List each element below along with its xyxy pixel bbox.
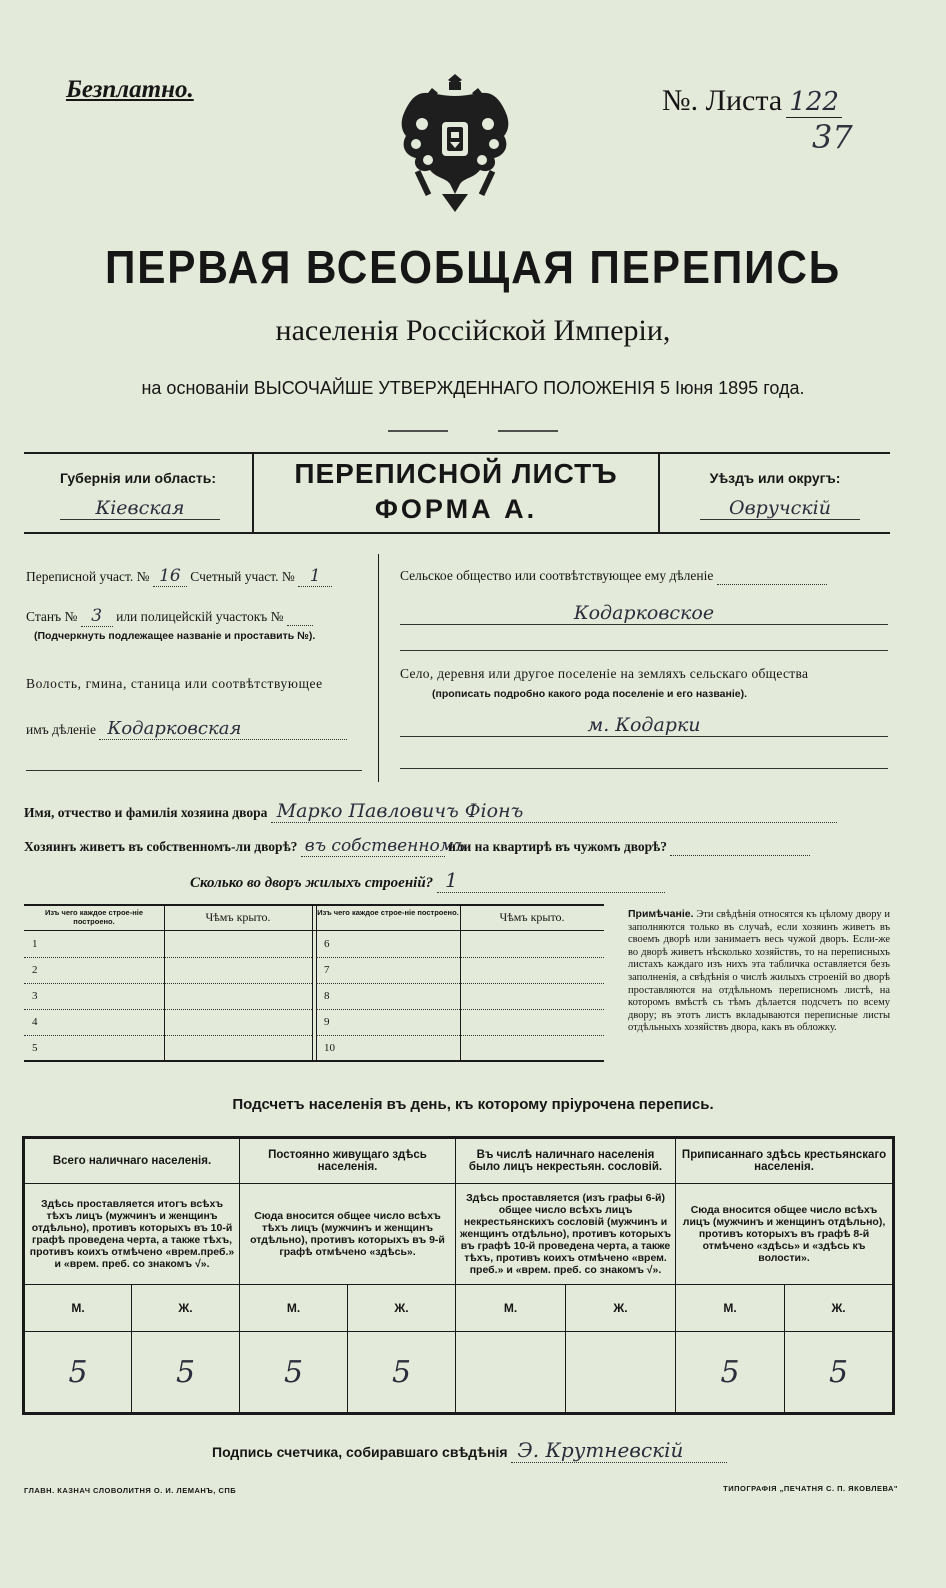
census-section-row	[26, 566, 362, 587]
society-value: Кодарковское	[400, 602, 888, 625]
roof-header-right: Чѣмъ крыто.	[499, 910, 565, 924]
table-row: 6	[316, 932, 604, 958]
police-note: (Подчеркнуть подлежащее названіе и проставить №).	[34, 630, 316, 642]
census-section-label: Переписной участ. №	[26, 569, 150, 584]
table-row: 9	[316, 1010, 604, 1036]
sheet-number-handwritten: 37	[812, 118, 853, 156]
note-title: Примѣчаніе.	[628, 908, 694, 920]
note-text: Эти свѣдѣнія относятся къ цѣлому двору и заполняются только въ случаѣ, если хозяинъ живетъ въ своемъ дворѣ или занимаетъ весь чужой дворъ. Если-же во дворѣ живетъ нѣсколько хозяйствъ, то на переписныхъ листахъ каждаго изъ нихъ эта табличка оставляется безъ заполненія, а свѣдѣнія о числѣ жилыхъ строеній во дворѣ проставляются на отдѣльномъ переписномъ листѣ, на которомъ вмѣстѣ съ тѣмъ дѣлается подсчетъ по всему двору; въ этотъ листъ вкладываются переписные листы отдѣльныхъ хозяйствъ двора, какъ въ обложку.	[628, 909, 891, 1034]
census-legal-basis: на основаніи ВЫСОЧАЙШЕ УТВЕРЖДЕННАГО ПОЛОЖЕНІЯ 5 Іюня 1895 года.	[141, 378, 805, 398]
signature-label: Подпись счетчика, собиравшаго свѣдѣнія	[212, 1444, 508, 1460]
table-row: 4	[24, 1010, 312, 1036]
owner-lives-label: Хозяинъ живетъ въ собственномъ-ли дворѣ?	[24, 839, 298, 854]
buildings-note	[628, 908, 890, 1035]
village-blank-line	[400, 768, 888, 769]
buildings-rows-left	[24, 932, 312, 1061]
count-header-total: Всего наличнаго населенія.	[24, 1138, 240, 1184]
society-row	[400, 568, 888, 585]
counting-section-value: 1	[298, 566, 332, 587]
division-row	[26, 718, 362, 740]
buildings-table	[24, 904, 604, 1062]
buildings-count-row	[190, 868, 710, 893]
table-row: 7	[316, 958, 604, 984]
count-title: Подсчетъ населенія въ день, къ которому пріурочена перепись.	[232, 1096, 714, 1113]
free-label: Безплатно.	[66, 76, 194, 103]
footer-right-imprint: ТИПОГРАФІЯ „ПЕЧАТНЯ С. П. ЯКОВЛЕВА"	[723, 1484, 898, 1493]
census-subtitle: населенія Россійской Имперіи,	[275, 314, 671, 347]
count-permanent-female: 5	[348, 1332, 456, 1414]
buildings-rows-right	[316, 932, 604, 1061]
count-female-label: Ж.	[348, 1285, 456, 1332]
table-row: 10	[324, 1042, 335, 1054]
society-blank-line	[400, 650, 888, 651]
table-row: 2	[24, 958, 312, 984]
province-value: Кіевская	[60, 497, 220, 520]
buildings-count-value: 1	[437, 868, 665, 893]
ornament-divider-icon	[388, 424, 558, 438]
province-label: Губернія или область:	[59, 470, 217, 486]
count-desc-registered-peasant: Сюда вносится общее число всѣхъ лицъ (мужчинъ и женщинъ отдѣльно), противъ которыхъ въ графѣ 8-й отмѣчено «здѣсь» и «здѣсь къ волости».	[676, 1184, 894, 1285]
fields-divider	[378, 554, 379, 782]
count-permanent-male: 5	[240, 1332, 348, 1414]
form-name: ФОРМА А.	[374, 494, 538, 524]
police-label: или полицейскій участокъ №	[116, 609, 284, 624]
count-total-male: 5	[24, 1332, 132, 1414]
table-row: 1	[24, 932, 312, 958]
form-header-right-divider	[658, 452, 660, 534]
table-row: 8	[316, 984, 604, 1010]
sheet-number-label: №. Листа	[662, 84, 783, 117]
count-registered-female: 5	[785, 1332, 894, 1414]
count-desc-permanent: Сюда вносится общее число всѣхъ тѣхъ лицъ (мужчинъ и женщинъ отдѣльно), противъ которыхъ въ 9-й графѣ отмѣчено «здѣсь».	[240, 1184, 456, 1285]
count-male-label: М.	[24, 1285, 132, 1332]
village-value: м. Кодарки	[400, 714, 888, 737]
owner-name-label: Имя, отчество и фамилія хозяина двора	[24, 805, 268, 820]
double-headed-eagle-emblem-icon	[392, 66, 518, 216]
table-row: 5	[32, 1042, 38, 1054]
count-desc-total: Здѣсь проставляется итогъ всѣхъ тѣхъ лицъ (мужчинъ и женщинъ отдѣльно), противъ которыхъ въ 10-й графѣ проведена черта, а также тѣхъ, противъ коихъ отмѣчено «врем.преб.» и «врем. преб. со знакомъ √».	[24, 1184, 240, 1285]
apartment-label: или на квартирѣ въ чужомъ дворѣ?	[448, 839, 668, 854]
sheet-number-field	[662, 84, 842, 118]
material-header-right: Изъ чего каждое строе-ніе построено.	[317, 908, 459, 917]
buildings-count-label: Сколько во дворъ жилыхъ строеній?	[190, 875, 434, 891]
count-header-permanent: Постоянно живущаго здѣсь населенія.	[240, 1138, 456, 1184]
society-label: Сельское общество или соотвѣтствующее ему дѣленіе	[400, 568, 714, 583]
volost-label: Волость, гмина, станица или соотвѣтствующее	[26, 676, 323, 691]
count-desc-non-peasant: Здѣсь проставляется (изъ графы 6-й) общее число всѣхъ лицъ некрестьянскихъ сословій (мужчинъ и женщинъ отдѣльно), противъ которыхъ въ графѣ 10-й проведена черта, а также тѣхъ, противъ коихъ отмѣчено «врем. преб.» и «врем. преб. со знакомъ √».	[456, 1184, 676, 1285]
count-male-label: М.	[456, 1285, 566, 1332]
count-male-label: М.	[240, 1285, 348, 1332]
stan-label: Станъ №	[26, 609, 78, 624]
count-header-non-peasant: Въ числѣ наличнаго населенія было лицъ некрестьян. сословій.	[456, 1138, 676, 1184]
left-fields-blank-line	[26, 770, 362, 771]
signature-row	[212, 1438, 727, 1463]
form-header-top-rule	[24, 452, 890, 454]
village-note: (прописать подробно какого рода поселеніе и его названіе).	[432, 688, 748, 700]
owner-residence-row	[24, 836, 890, 857]
material-header-left: Изъ чего каждое строе-ніе построено.	[45, 908, 143, 926]
village-label: Село, деревня или другое поселеніе на земляхъ сельскаго общества	[400, 666, 809, 681]
population-count-table	[22, 1136, 895, 1415]
stan-value: 3	[81, 606, 113, 627]
owner-name-value: Марко Павловичъ Фіонъ	[271, 800, 837, 823]
signature-value: Э. Крутневскій	[511, 1438, 727, 1463]
table-row: 3	[24, 984, 312, 1010]
census-section-value: 16	[153, 566, 187, 587]
volost-value: Кодарковская	[99, 718, 347, 740]
counting-section-label: Счетный участ. №	[190, 569, 295, 584]
count-registered-male: 5	[676, 1332, 785, 1414]
sheet-title: ПЕРЕПИСНОЙ ЛИСТЪ	[294, 458, 618, 489]
census-title: ПЕРВАЯ ВСЕОБЩАЯ ПЕРЕПИСЬ	[104, 241, 842, 293]
count-non-peasant-male	[456, 1332, 566, 1414]
count-header-registered-peasant: Приписаннаго здѣсь крестьянскаго населенія.	[676, 1138, 894, 1184]
roof-header-left: Чѣмъ крыто.	[205, 910, 271, 924]
count-female-label: Ж.	[132, 1285, 240, 1332]
division-label: имъ дѣленіе	[26, 722, 97, 737]
count-female-label: Ж.	[566, 1285, 676, 1332]
count-female-label: Ж.	[785, 1285, 894, 1332]
stan-row	[26, 606, 362, 627]
footer-left-imprint: ГЛАВН. КАЗНАЧ СЛОВОЛИТНЯ О. И. ЛЕМАНЪ, СПБ	[24, 1486, 237, 1495]
form-header-bottom-rule	[24, 532, 890, 534]
sheet-number-value: 122	[786, 87, 842, 118]
count-total-female: 5	[132, 1332, 240, 1414]
owner-name-row	[24, 800, 890, 823]
count-male-label: М.	[676, 1285, 785, 1332]
district-value: Овручскій	[700, 497, 860, 520]
count-non-peasant-female	[566, 1332, 676, 1414]
district-label: Уѣздъ или округъ:	[709, 470, 841, 486]
owner-lives-value: въ собственномъ	[301, 836, 445, 857]
